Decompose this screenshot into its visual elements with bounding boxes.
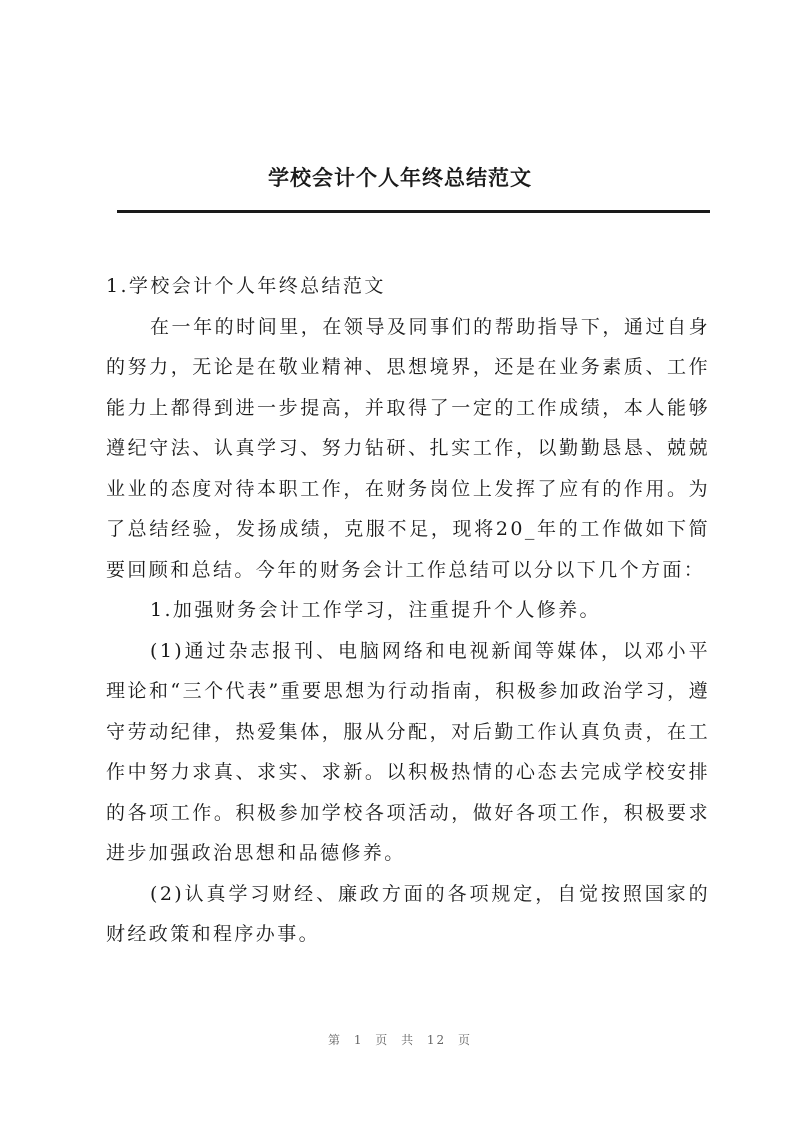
document-body — [106, 266, 710, 955]
title-underline — [117, 210, 710, 213]
paragraph-intro: 在一年的时间里，在领导及同事们的帮助指导下，通过自身的努力，无论是在敬业精神、思想境界，还是在业务素质、工作能力上都得到进一步提高，并取得了一定的工作成绩，本人能够遵纪守法、认真学习、努力钻研、扎实工作，以勤勤恳恳、兢兢业业的态度对待本职工作，在财务岗位上发挥了应有的作用。为了总结经验，发扬成绩，克服不足，现将20_年的工作做如下简要回顾和总结。今年的财务会计工作总结可以分以下几个方面： — [106, 315, 710, 581]
page-footer: 第 1 页 共 12 页 — [328, 1033, 472, 1047]
paragraph-subpoint-1: (1)通过杂志报刊、电脑网络和电视新闻等媒体，以邓小平理论和“三个代表”重要思想为行动指南，积极参加政治学习，遵守劳动纪律，热爱集体，服从分配，对后勤工作认真负责，在工作中努力求真、求实、求新。以积极热情的心态去完成学校安排的各项工作。积极参加学校各项活动，做好各项工作，积极要求进步加强政治思想和品德修养。 — [106, 639, 710, 864]
paragraph-subpoint-2: (2)认真学习财经、廉政方面的各项规定，自觉按照国家的财经政策和程序办事。 — [106, 882, 710, 945]
paragraph-point-1: 1.加强财务会计工作学习，注重提升个人修养。 — [150, 599, 601, 621]
section-heading: 1.学校会计个人年终总结范文 — [106, 275, 386, 297]
document-title: 学校会计个人年终总结范文 — [268, 165, 532, 190]
